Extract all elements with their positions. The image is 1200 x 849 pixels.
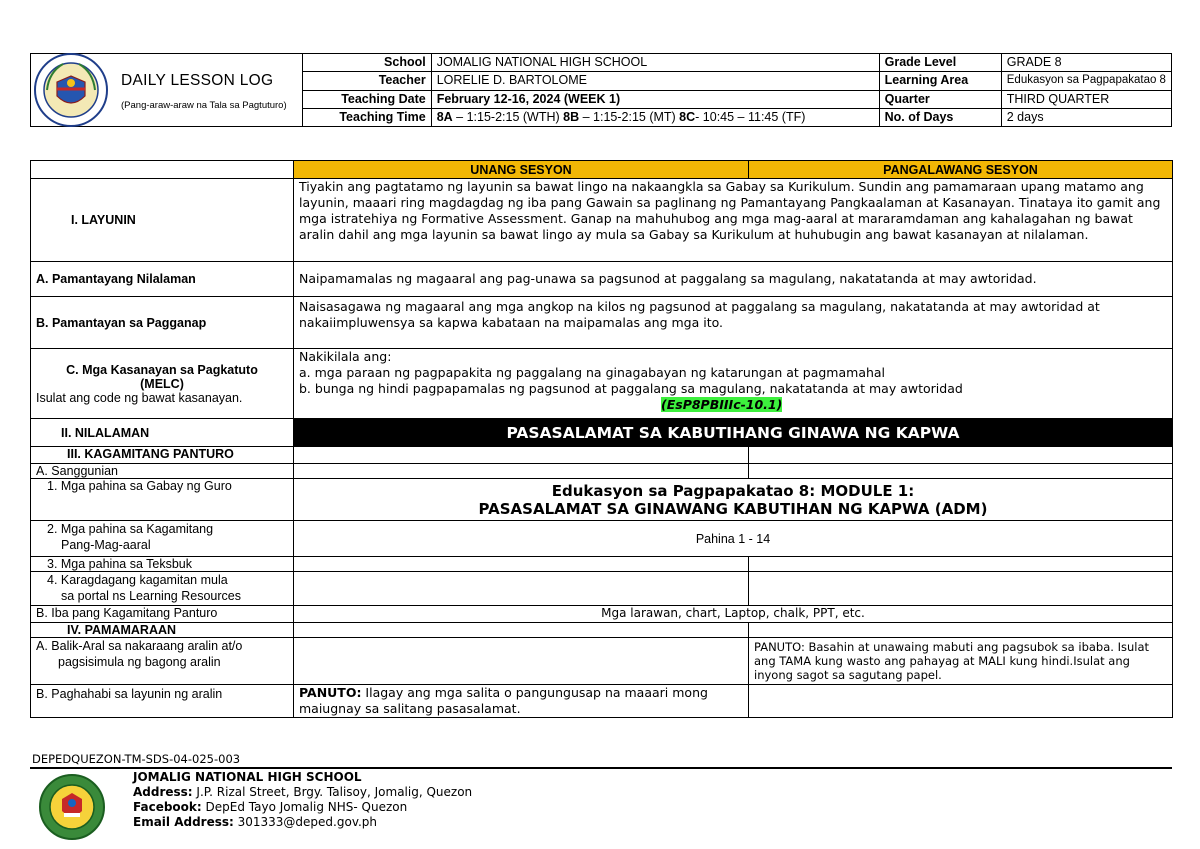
kasanayan-line2: a. mga paraan ng pagpapakita ng paggalang na ginagabayan ng katarungan at pagmamahal bbox=[299, 365, 886, 380]
teacher-value: LORELIE D. BARTOLOME bbox=[431, 72, 879, 90]
melc-code: (EsP8PBIIIc-10.1) bbox=[661, 397, 783, 412]
quarter-label: Quarter bbox=[879, 90, 1001, 108]
learning-area-label: Learning Area bbox=[879, 72, 1001, 90]
paghahabi-panuto-text: Ilagay ang mga salita o pangungusap na maaari mong maiugnay sa salitang pasasalamat. bbox=[299, 685, 708, 716]
kasanayan-text bbox=[294, 349, 1173, 419]
kagamitang-label bbox=[31, 521, 294, 557]
teksbuk-s2 bbox=[749, 557, 1173, 572]
balik-aral-panuto: PANUTO: Basahin at unawaing mabuti ang pagsubok sa ibaba. Isulat ang TAMA kung wasto ang pahayag at MALI kung hindi.Isulat ang inyong sagot sa sagutang papel. bbox=[749, 638, 1173, 685]
layunin-label: I. LAYUNIN bbox=[31, 179, 294, 262]
session-2-header: PANGALAWANG SESYON bbox=[749, 161, 1173, 179]
nilalaman-title: PASASALAMAT SA KABUTIHANG GINAWA NG KAPWA bbox=[294, 419, 1173, 447]
footer-address-value: J.P. Rizal Street, Brgy. Talisoy, Jomalig, Quezon bbox=[192, 785, 473, 799]
time-8b-value: – 1:15-2:15 (MT) bbox=[579, 109, 680, 124]
karagdagan-label bbox=[31, 572, 294, 606]
nilalaman-label: II. NILALAMAN bbox=[31, 419, 294, 447]
time-8b-label: 8B bbox=[563, 109, 580, 124]
balik-aral-s1 bbox=[294, 638, 749, 685]
kagamitan-s1 bbox=[294, 447, 749, 464]
sanggunian-s2 bbox=[749, 464, 1173, 479]
teaching-date-value: February 12-16, 2024 (WEEK 1) bbox=[431, 90, 879, 108]
pamantayang-nilalaman-label: A. Pamantayang Nilalaman bbox=[31, 262, 294, 297]
footer-address bbox=[133, 785, 472, 800]
pahina-value: Pahina 1 - 14 bbox=[294, 521, 1173, 557]
module-title-cell bbox=[294, 479, 1173, 521]
kasanayan-cell bbox=[31, 349, 294, 419]
days-value: 2 days bbox=[1001, 108, 1171, 126]
paghahabi-panuto bbox=[294, 685, 749, 718]
balik-aral-label-l1: A. Balik-Aral sa nakaraang aralin at/o bbox=[36, 639, 243, 653]
module-title: Edukasyon sa Pagpapakatao 8: MODULE 1: bbox=[551, 481, 915, 500]
teksbuk-s1 bbox=[294, 557, 749, 572]
doc-title: DAILY LESSON LOG bbox=[121, 72, 274, 89]
karagdagan-label-l1: 4. Karagdagang kagamitan mula bbox=[47, 573, 228, 587]
footer-facebook bbox=[133, 800, 472, 815]
footer-address-label: Address: bbox=[133, 785, 193, 799]
session-1-header: UNANG SESYON bbox=[294, 161, 749, 179]
footer-code: DEPEDQUEZON-TM-SDS-04-025-003 bbox=[32, 752, 241, 766]
paghahabi-s2 bbox=[749, 685, 1173, 718]
grade-level-value: GRADE 8 bbox=[1001, 54, 1171, 72]
school-seal-icon bbox=[38, 773, 106, 841]
pamantayan-pagganap-text: Naisasagawa ng magaaral ang mga angkop na kilos ng pagsunod at paggalang sa magulang, nakatatanda at may awtoridad at nakaiimpluwensya sa kapwa kabataan na maipamalas ang mga ito. bbox=[294, 297, 1173, 349]
teaching-date-label: Teaching Date bbox=[302, 90, 431, 108]
paghahabi-label: B. Paghahabi sa layunin ng aralin bbox=[31, 685, 294, 718]
kasanayan-note: Isulat ang code ng bawat kasanayan. bbox=[36, 390, 243, 405]
karagdagan-s2 bbox=[749, 572, 1173, 606]
school-label: School bbox=[302, 54, 431, 72]
footer-facebook-label: Facebook: bbox=[133, 800, 202, 814]
paghahabi-panuto-label: PANUTO: bbox=[299, 685, 362, 700]
header-table bbox=[30, 53, 1172, 127]
footer-divider bbox=[30, 767, 1172, 769]
kasanayan-line3: b. bunga ng hindi pagpapamalas ng pagsunod at paggalang sa magulang, nakatatanda at may awtoridad bbox=[299, 381, 963, 396]
module-subtitle: PASASALAMAT SA GINAWANG KABUTIHAN NG KAPWA (ADM) bbox=[478, 499, 988, 518]
teaching-time-label: Teaching Time bbox=[302, 108, 431, 126]
footer-school: JOMALIG NATIONAL HIGH SCHOOL bbox=[133, 770, 362, 784]
learning-area-value: Edukasyon sa Pagpapakatao 8 bbox=[1001, 72, 1171, 90]
iba-text: Mga larawan, chart, Laptop, chalk, PPT, etc. bbox=[294, 606, 1173, 623]
balik-aral-label-l2: pagsisimula ng bagong aralin bbox=[58, 655, 221, 669]
pamantayan-pagganap-label: B. Pamantayan sa Pagganap bbox=[31, 297, 294, 349]
header-brand bbox=[31, 54, 303, 127]
balik-aral-label bbox=[31, 638, 294, 685]
karagdagan-s1 bbox=[294, 572, 749, 606]
pamamaraan-s2 bbox=[749, 623, 1173, 638]
sanggunian-label: A. Sanggunian bbox=[31, 464, 294, 479]
kagamitang-label-l1: 2. Mga pahina sa Kagamitang bbox=[47, 522, 214, 536]
kasanayan-label: C. Mga Kasanayan sa Pagkatuto (MELC) bbox=[66, 362, 258, 391]
pamamaraan-s1 bbox=[294, 623, 749, 638]
gabay-label: 1. Mga pahina sa Gabay ng Guro bbox=[31, 479, 294, 521]
kagamitan-label: III. KAGAMITANG PANTURO bbox=[31, 447, 294, 464]
pamantayang-nilalaman-text: Naipamamalas ng magaaral ang pag-unawa sa pagsunod at paggalang sa magulang, nakatatanda at may awtoridad. bbox=[294, 262, 1173, 297]
time-8c-label: 8C bbox=[679, 109, 696, 124]
school-value: JOMALIG NATIONAL HIGH SCHOOL bbox=[431, 54, 879, 72]
time-8a-label: 8A bbox=[436, 109, 453, 124]
days-label: No. of Days bbox=[879, 108, 1001, 126]
deped-seal-icon bbox=[33, 52, 109, 128]
lesson-table bbox=[30, 160, 1173, 718]
footer-email bbox=[133, 815, 472, 830]
time-8c-value: - 10:45 – 11:45 (TF) bbox=[695, 109, 806, 124]
karagdagan-label-l2: sa portal ns Learning Resources bbox=[61, 589, 241, 603]
corner-cell bbox=[31, 161, 294, 179]
quarter-value: THIRD QUARTER bbox=[1001, 90, 1171, 108]
teacher-label: Teacher bbox=[302, 72, 431, 90]
kagamitan-s2 bbox=[749, 447, 1173, 464]
footer-email-value[interactable]: 301333@deped.gov.ph bbox=[233, 815, 378, 829]
footer-info bbox=[133, 770, 472, 830]
footer-facebook-value: DepEd Tayo Jomalig NHS- Quezon bbox=[201, 800, 408, 814]
footer-email-label: Email Address: bbox=[133, 815, 234, 829]
teksbuk-label: 3. Mga pahina sa Teksbuk bbox=[31, 557, 294, 572]
time-8a-value: – 1:15-2:15 (WTH) bbox=[452, 109, 564, 124]
teaching-time-value bbox=[431, 108, 879, 126]
grade-level-label: Grade Level bbox=[879, 54, 1001, 72]
pamamaraan-label: IV. PAMAMARAAN bbox=[31, 623, 294, 638]
layunin-text: Tiyakin ang pagtatamo ng layunin sa bawat lingo na nakaangkla sa Gabay sa Kurikulum. Sundin ang pamamaraan upang matamo ang layunin, maaari ring magdagdag ng iba pang Gawain sa paglinang ng Pamantayang Pangkaalaman at Kasanayan. Tinataya ito gamit ang mga istratehiya ng Formative Assessment. Ganap na mahuhubog ang mga mag-aaral at mararamdaman ang kahalagahan ng bawat aralin dahil ang mga layunin sa bawat lingo ay mula sa Gabay sa Kurikulum at huhubugin ang bawat kasanayan at nilalaman. bbox=[294, 179, 1173, 262]
iba-label: B. Iba pang Kagamitang Panturo bbox=[31, 606, 294, 623]
kagamitang-label-l2: Pang-Mag-aaral bbox=[61, 538, 151, 552]
kasanayan-line1: Nakikilala ang: bbox=[299, 349, 392, 364]
sanggunian-s1 bbox=[294, 464, 749, 479]
doc-subtitle: (Pang-araw-araw na Tala sa Pagtuturo) bbox=[121, 100, 287, 111]
